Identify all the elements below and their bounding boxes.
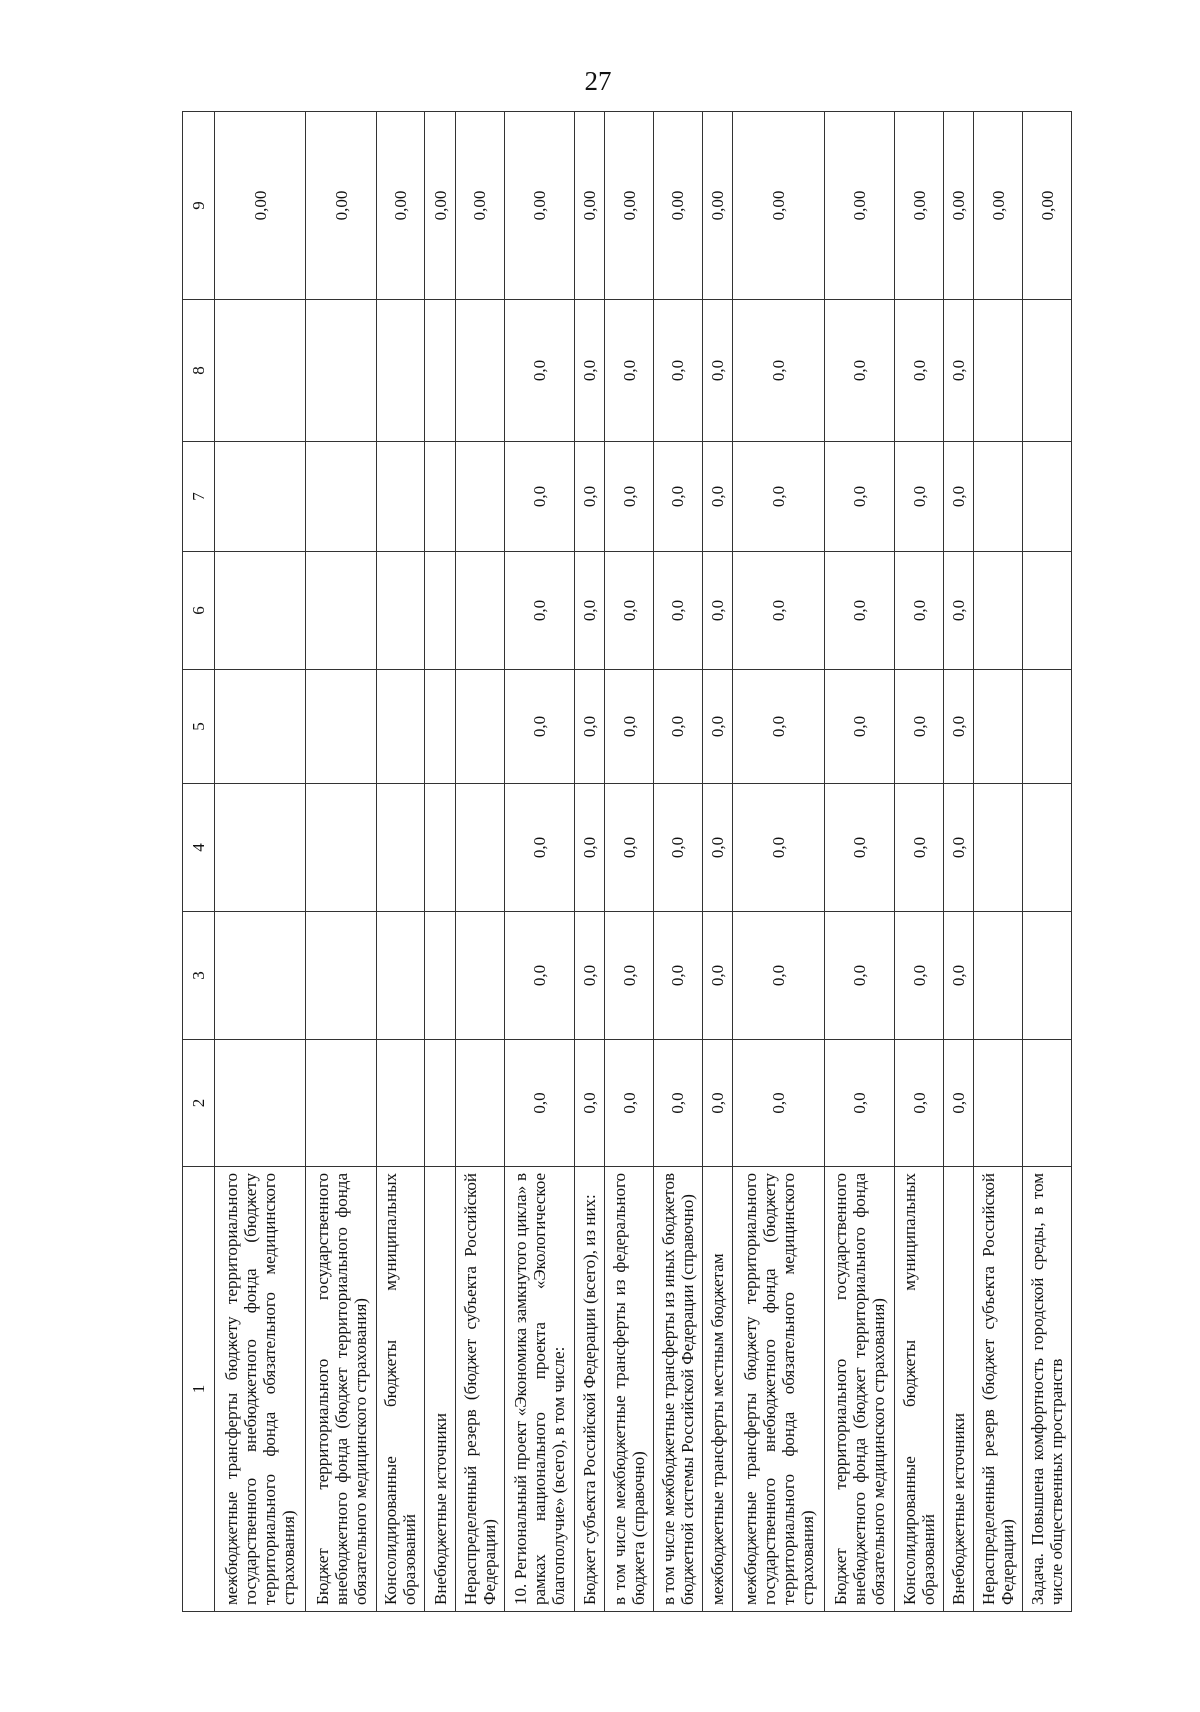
value-cell: 0,00 bbox=[605, 112, 654, 300]
value-cell bbox=[214, 300, 306, 442]
value-cell bbox=[974, 552, 1023, 670]
value-cell: 0,0 bbox=[504, 670, 574, 784]
table-row bbox=[733, 112, 825, 1612]
value-cell: 0,0 bbox=[504, 300, 574, 442]
value-cell: 0,0 bbox=[895, 912, 944, 1040]
value-cell bbox=[376, 300, 425, 442]
value-cell: 0,0 bbox=[824, 300, 894, 442]
row-label: межбюджетные трансферты бюджету территориального государственного внебюджетного фонда (бюджету территориального фонда обязательного медицинского страхования) bbox=[733, 1167, 825, 1612]
value-cell: 0,0 bbox=[574, 912, 605, 1040]
value-cell bbox=[214, 670, 306, 784]
value-cell bbox=[214, 912, 306, 1040]
value-cell: 0,0 bbox=[504, 442, 574, 552]
header-cell: 7 bbox=[183, 442, 215, 552]
value-cell: 0,00 bbox=[504, 112, 574, 300]
value-cell bbox=[376, 1040, 425, 1167]
value-cell: 0,0 bbox=[574, 784, 605, 912]
value-cell: 0,0 bbox=[605, 1040, 654, 1167]
value-cell bbox=[1023, 912, 1072, 1040]
value-cell bbox=[306, 442, 376, 552]
value-cell bbox=[376, 442, 425, 552]
value-cell bbox=[425, 670, 456, 784]
table-row bbox=[214, 112, 306, 1612]
header-cell: 2 bbox=[183, 1040, 215, 1167]
value-cell: 0,00 bbox=[654, 112, 703, 300]
value-cell: 0,0 bbox=[733, 442, 825, 552]
value-cell: 0,0 bbox=[654, 670, 703, 784]
table-row bbox=[943, 112, 974, 1612]
value-cell: 0,0 bbox=[895, 300, 944, 442]
value-cell: 0,0 bbox=[895, 670, 944, 784]
value-cell bbox=[214, 784, 306, 912]
header-cell: 1 bbox=[183, 1167, 215, 1612]
value-cell bbox=[974, 300, 1023, 442]
value-cell: 0,0 bbox=[943, 670, 974, 784]
value-cell bbox=[974, 912, 1023, 1040]
value-cell: 0,0 bbox=[654, 442, 703, 552]
value-cell bbox=[214, 552, 306, 670]
value-cell: 0,0 bbox=[605, 552, 654, 670]
table-row bbox=[974, 112, 1023, 1612]
value-cell: 0,0 bbox=[605, 784, 654, 912]
value-cell bbox=[376, 784, 425, 912]
value-cell: 0,0 bbox=[504, 1040, 574, 1167]
value-cell bbox=[974, 1040, 1023, 1167]
value-cell: 0,0 bbox=[702, 784, 733, 912]
row-label: Консолидированные бюджеты муниципальных образований bbox=[895, 1167, 944, 1612]
value-cell: 0,00 bbox=[895, 112, 944, 300]
value-cell: 0,0 bbox=[943, 552, 974, 670]
row-label: 10. Региональный проект «Экономика замкнутого цикла» в рамках национального проекта «Экологическое благополучие» (всего), в том числе: bbox=[504, 1167, 574, 1612]
table-row bbox=[455, 112, 504, 1612]
header-cell: 9 bbox=[183, 112, 215, 300]
value-cell bbox=[306, 300, 376, 442]
value-cell bbox=[376, 670, 425, 784]
header-cell: 8 bbox=[183, 300, 215, 442]
page-number: 27 bbox=[584, 66, 612, 96]
value-cell: 0,00 bbox=[376, 112, 425, 300]
value-cell: 0,00 bbox=[1023, 112, 1072, 300]
row-label: в том числе межбюджетные трансферты из федерального бюджета (справочно) bbox=[605, 1167, 654, 1612]
value-cell bbox=[1023, 300, 1072, 442]
row-label: межбюджетные трансферты местным бюджетам bbox=[702, 1167, 733, 1612]
table-row bbox=[376, 112, 425, 1612]
header-cell: 5 bbox=[183, 670, 215, 784]
row-label: межбюджетные трансферты бюджету территориального государственного внебюджетного фонда (бюджету территориального фонда обязательного медицинского страхования) bbox=[214, 1167, 306, 1612]
value-cell: 0,0 bbox=[733, 670, 825, 784]
value-cell: 0,0 bbox=[574, 670, 605, 784]
value-cell bbox=[306, 552, 376, 670]
row-label: Бюджет территориального государственного внебюджетного фонда (бюджет территориального фонда обязательного медицинского страхования) bbox=[824, 1167, 894, 1612]
value-cell: 0,0 bbox=[654, 552, 703, 670]
value-cell: 0,00 bbox=[702, 112, 733, 300]
table-row bbox=[895, 112, 944, 1612]
table-row bbox=[574, 112, 605, 1612]
value-cell: 0,0 bbox=[895, 552, 944, 670]
value-cell: 0,0 bbox=[824, 552, 894, 670]
value-cell: 0,00 bbox=[824, 112, 894, 300]
value-cell: 0,0 bbox=[943, 784, 974, 912]
table-row bbox=[824, 112, 894, 1612]
value-cell: 0,0 bbox=[943, 1040, 974, 1167]
value-cell: 0,0 bbox=[733, 784, 825, 912]
header-cell: 4 bbox=[183, 784, 215, 912]
value-cell bbox=[455, 912, 504, 1040]
value-cell bbox=[425, 1040, 456, 1167]
row-label: Бюджет территориального государственного внебюджетного фонда (бюджет территориального фонда обязательного медицинского страхования) bbox=[306, 1167, 376, 1612]
value-cell: 0,0 bbox=[824, 1040, 894, 1167]
value-cell: 0,0 bbox=[824, 442, 894, 552]
value-cell: 0,0 bbox=[824, 670, 894, 784]
value-cell: 0,0 bbox=[654, 300, 703, 442]
rotated-table-wrapper bbox=[182, 112, 1072, 1612]
value-cell bbox=[306, 670, 376, 784]
value-cell: 0,0 bbox=[824, 912, 894, 1040]
row-label: Нераспределенный резерв (бюджет субъекта Российской Федерации) bbox=[455, 1167, 504, 1612]
value-cell bbox=[306, 784, 376, 912]
value-cell: 0,0 bbox=[654, 784, 703, 912]
value-cell bbox=[306, 1040, 376, 1167]
value-cell: 0,00 bbox=[733, 112, 825, 300]
value-cell: 0,0 bbox=[895, 1040, 944, 1167]
value-cell: 0,0 bbox=[702, 1040, 733, 1167]
value-cell: 0,00 bbox=[574, 112, 605, 300]
value-cell: 0,0 bbox=[943, 912, 974, 1040]
value-cell bbox=[974, 442, 1023, 552]
value-cell: 0,0 bbox=[895, 784, 944, 912]
value-cell bbox=[1023, 784, 1072, 912]
value-cell bbox=[974, 784, 1023, 912]
value-cell: 0,00 bbox=[943, 112, 974, 300]
row-label: Консолидированные бюджеты муниципальных образований bbox=[376, 1167, 425, 1612]
value-cell bbox=[1023, 552, 1072, 670]
value-cell bbox=[455, 784, 504, 912]
financing-table bbox=[182, 111, 1072, 1612]
value-cell: 0,0 bbox=[733, 300, 825, 442]
value-cell: 0,0 bbox=[733, 912, 825, 1040]
value-cell bbox=[425, 552, 456, 670]
value-cell: 0,0 bbox=[504, 784, 574, 912]
value-cell: 0,0 bbox=[895, 442, 944, 552]
table-body bbox=[183, 112, 1072, 1612]
value-cell bbox=[455, 442, 504, 552]
value-cell: 0,0 bbox=[702, 442, 733, 552]
table-row bbox=[1023, 112, 1072, 1612]
value-cell bbox=[425, 300, 456, 442]
table-row bbox=[425, 112, 456, 1612]
value-cell: 0,0 bbox=[574, 442, 605, 552]
value-cell bbox=[974, 670, 1023, 784]
value-cell: 0,0 bbox=[605, 912, 654, 1040]
value-cell: 0,00 bbox=[974, 112, 1023, 300]
value-cell: 0,0 bbox=[824, 784, 894, 912]
value-cell bbox=[214, 442, 306, 552]
table-row bbox=[654, 112, 703, 1612]
table-row bbox=[306, 112, 376, 1612]
value-cell: 0,00 bbox=[455, 112, 504, 300]
value-cell bbox=[214, 1040, 306, 1167]
value-cell: 0,0 bbox=[702, 300, 733, 442]
value-cell bbox=[455, 552, 504, 670]
value-cell: 0,0 bbox=[733, 552, 825, 670]
header-cell: 3 bbox=[183, 912, 215, 1040]
header-cell: 6 bbox=[183, 552, 215, 670]
header-row bbox=[183, 112, 215, 1612]
row-label: Внебюджетные источники bbox=[943, 1167, 974, 1612]
value-cell bbox=[425, 784, 456, 912]
value-cell: 0,00 bbox=[306, 112, 376, 300]
value-cell bbox=[455, 300, 504, 442]
table-row bbox=[702, 112, 733, 1612]
value-cell bbox=[1023, 442, 1072, 552]
value-cell: 0,0 bbox=[574, 300, 605, 442]
value-cell: 0,0 bbox=[605, 300, 654, 442]
table-row bbox=[605, 112, 654, 1612]
value-cell bbox=[306, 912, 376, 1040]
value-cell: 0,0 bbox=[605, 670, 654, 784]
value-cell: 0,00 bbox=[214, 112, 306, 300]
value-cell bbox=[455, 670, 504, 784]
value-cell bbox=[376, 912, 425, 1040]
row-label: Задача. Повышена комфортность городской среды, в том числе общественных пространств bbox=[1023, 1167, 1072, 1612]
value-cell: 0,0 bbox=[654, 912, 703, 1040]
value-cell: 0,0 bbox=[943, 300, 974, 442]
value-cell bbox=[455, 1040, 504, 1167]
value-cell: 0,0 bbox=[605, 442, 654, 552]
row-label: Внебюджетные источники bbox=[425, 1167, 456, 1612]
row-label: Бюджет субъекта Российской Федерации (всего), из них: bbox=[574, 1167, 605, 1612]
value-cell: 0,0 bbox=[702, 552, 733, 670]
value-cell: 0,0 bbox=[654, 1040, 703, 1167]
value-cell: 0,0 bbox=[733, 1040, 825, 1167]
table-row bbox=[504, 112, 574, 1612]
value-cell bbox=[376, 552, 425, 670]
row-label: Нераспределенный резерв (бюджет субъекта Российской Федерации) bbox=[974, 1167, 1023, 1612]
value-cell bbox=[425, 442, 456, 552]
row-label: в том числе межбюджетные трансферты из иных бюджетов бюджетной системы Российской Федерации (справочно) bbox=[654, 1167, 703, 1612]
value-cell: 0,0 bbox=[574, 552, 605, 670]
value-cell: 0,00 bbox=[425, 112, 456, 300]
value-cell bbox=[1023, 1040, 1072, 1167]
value-cell: 0,0 bbox=[702, 912, 733, 1040]
value-cell: 0,0 bbox=[943, 442, 974, 552]
value-cell: 0,0 bbox=[702, 670, 733, 784]
value-cell bbox=[1023, 670, 1072, 784]
value-cell: 0,0 bbox=[574, 1040, 605, 1167]
value-cell: 0,0 bbox=[504, 552, 574, 670]
value-cell bbox=[425, 912, 456, 1040]
value-cell: 0,0 bbox=[504, 912, 574, 1040]
